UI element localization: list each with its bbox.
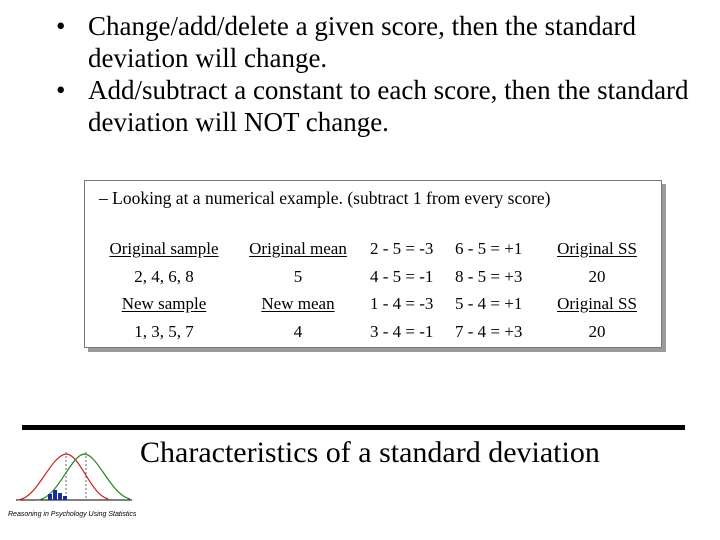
deviation-item: 3 - 4 = -1 [370,321,434,341]
new-sample-values: 1, 3, 5, 7 [134,321,194,341]
original-sample-label: Original sample [109,239,219,258]
original-ss-label: Original SS [557,239,637,258]
new-mean-label: New mean [261,294,335,313]
bullet-text: Change/add/delete a given score, then the standard deviation will change. [88,11,637,73]
ss-column [547,235,647,345]
original-mean-label: Original mean [249,239,347,258]
example-heading: – Looking at a numerical example. (subtract 1 from every score) [99,188,551,208]
deviation-item: 1 - 4 = -3 [370,294,434,313]
original-sample-values: 2, 4, 6, 8 [134,266,194,286]
bullet-item [56,74,696,138]
example-box [84,180,662,348]
distribution-logo-icon [4,438,136,518]
sample-column [99,235,229,345]
original-mean-value: 5 [293,266,303,286]
deviation-column-a [370,235,452,345]
bullet-dot: • [56,75,66,105]
slide-title: Characteristics of a standard deviation [140,436,600,469]
new-mean-value: 4 [293,321,303,341]
bullet-list [56,10,696,138]
bullet-dot: • [56,11,66,41]
logo-caption: Reasoning in Psychology Using Statistics [8,511,137,518]
bullet-item [56,10,696,74]
new-ss-value: 20 [588,321,606,341]
deviation-item: 5 - 4 = +1 [455,294,523,313]
bullet-text: Add/subtract a constant to each score, then the standard deviation will NOT change. [88,75,689,137]
title-divider [22,425,685,430]
new-ss-label: Original SS [557,294,637,313]
deviation-item: 6 - 5 = +1 [455,239,523,258]
deviation-item: 8 - 5 = +3 [455,266,523,286]
mean-column [239,235,357,345]
deviation-item: 7 - 4 = +3 [455,321,523,341]
original-ss-value: 20 [588,266,606,286]
deviation-column-b [455,235,547,345]
deviation-item: 2 - 5 = -3 [370,239,434,258]
deviation-item: 4 - 5 = -1 [370,266,434,286]
new-sample-label: New sample [121,294,207,313]
